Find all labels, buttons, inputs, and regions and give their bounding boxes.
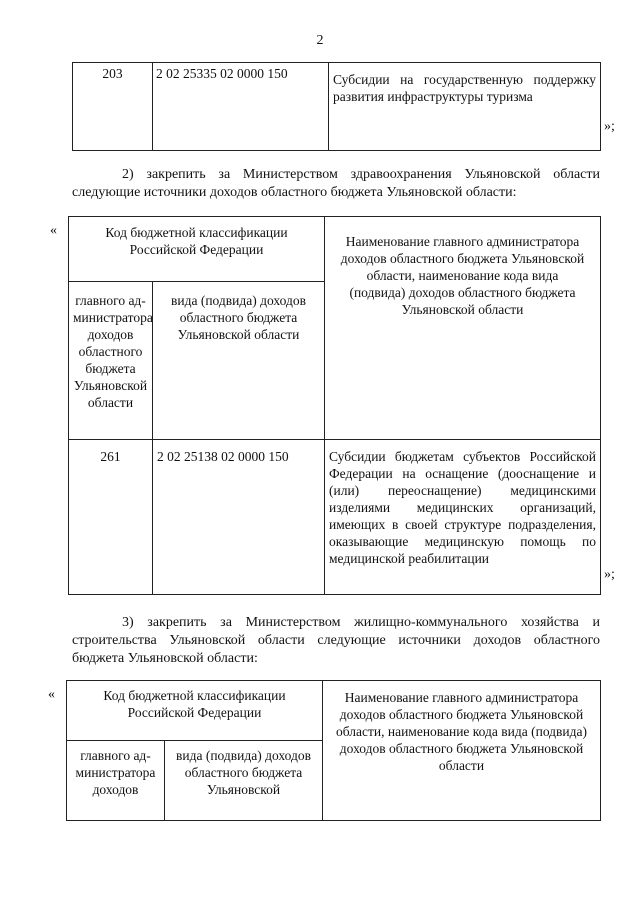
kbk-cell: 2 02 25335 02 0000 150 — [153, 63, 329, 151]
opening-quote: « — [48, 687, 55, 702]
admin-code-cell: 203 — [73, 63, 153, 151]
header-administrator-code: главного ад-министратора доходов — [67, 741, 165, 821]
header-budget-classification: Код бюджетной классификации Российской Федерации — [67, 681, 323, 741]
table-tourism — [72, 62, 601, 151]
closing-quote: »; — [604, 119, 615, 134]
header-administrator-name: Наименование главного администратора доходов областного бюджета Ульяновской области, наименование кода вида (подвида) доходов областного бюджета Ульяновской области — [325, 217, 601, 440]
admin-code-cell: 261 — [69, 440, 153, 595]
header-administrator-name: Наименование главного администратора доходов областного бюджета Ульяновской области, наименование кода вида (подвида) доходов областного бюджета Ульяновской области — [323, 681, 601, 821]
closing-quote: »; — [604, 567, 615, 582]
header-administrator-code: главного ад-министратора доходов областного бюджета Ульяновской области — [69, 282, 153, 440]
income-name-cell: Субсидии на государственную поддержку развития инфраструктуры туризма — [329, 63, 601, 151]
opening-quote: « — [50, 223, 57, 238]
table-housing — [66, 680, 601, 821]
header-budget-classification: Код бюджетной классификации Российской Федерации — [69, 217, 325, 282]
income-name-cell: Субсидии бюджетам субъектов Российской Федерации на оснащение (дооснащение и (или) переоснащение) медицинскими изделиями медицинских организаций, имеющих в своей структуре подразделения, оказывающие медицинскую помощь по медицинской реабилитации — [325, 440, 601, 595]
table-healthcare — [68, 216, 601, 595]
paragraph-2: 2) закрепить за Министерством здравоохранения Ульяновской области следующие источники доходов областного бюджета Ульяновской области: — [72, 167, 600, 200]
page-number: 2 — [316, 33, 324, 48]
header-income-kind: вида (подвида) доходов областного бюджета Ульяновской области — [153, 282, 325, 440]
paragraph-3: 3) закрепить за Министерством жилищно-коммунального хозяйства и строительства Ульяновской области следующие источники доходов областного бюджета Ульяновской области: — [72, 615, 600, 666]
kbk-cell: 2 02 25138 02 0000 150 — [153, 440, 325, 595]
table-row — [69, 440, 601, 595]
header-income-kind: вида (подвида) доходов областного бюджета Ульяновской — [165, 741, 323, 821]
table-row — [73, 63, 601, 151]
